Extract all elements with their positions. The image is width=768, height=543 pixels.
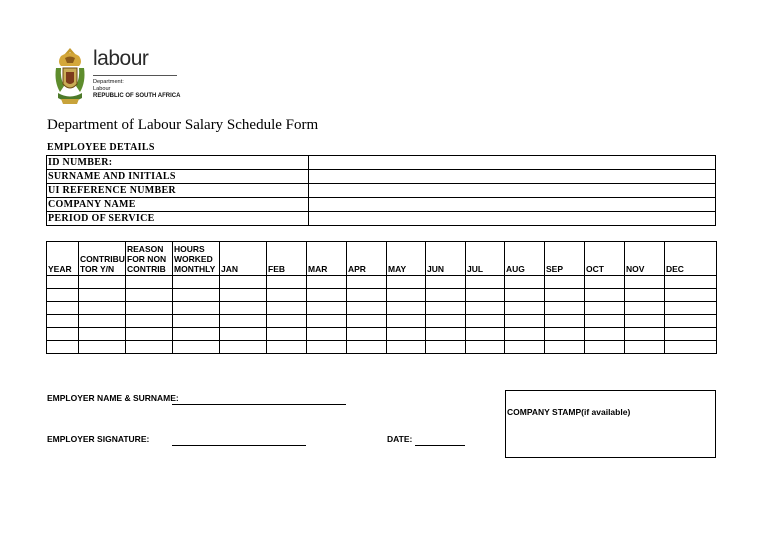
table-row <box>47 156 716 170</box>
schedule-cell[interactable] <box>387 276 426 289</box>
col-header-apr: APR <box>347 242 387 276</box>
period-of-service-label: PERIOD OF SERVICE <box>47 212 309 226</box>
col-header-oct: OCT <box>585 242 625 276</box>
schedule-cell[interactable] <box>173 289 220 302</box>
schedule-cell[interactable] <box>426 341 466 354</box>
schedule-cell[interactable] <box>47 315 79 328</box>
schedule-cell[interactable] <box>267 315 307 328</box>
schedule-cell[interactable] <box>505 289 545 302</box>
table-row <box>47 170 716 184</box>
col-header-jun: JUN <box>426 242 466 276</box>
schedule-cell[interactable] <box>665 276 717 289</box>
schedule-cell[interactable] <box>79 315 126 328</box>
col-header-feb: FEB <box>267 242 307 276</box>
col-header-contributor: CONTRIBU TOR Y/N <box>79 242 126 276</box>
employer-name-line[interactable] <box>172 404 346 405</box>
schedule-cell[interactable] <box>47 276 79 289</box>
schedule-cell[interactable] <box>307 315 347 328</box>
surname-initials-label: SURNAME AND INITIALS <box>47 170 309 184</box>
col-header-may: MAY <box>387 242 426 276</box>
schedule-cell[interactable] <box>466 302 505 315</box>
salary-schedule-table <box>46 241 717 354</box>
schedule-cell[interactable] <box>426 315 466 328</box>
col-header-mar: MAR <box>307 242 347 276</box>
schedule-cell[interactable] <box>466 289 505 302</box>
schedule-cell[interactable] <box>79 302 126 315</box>
schedule-cell[interactable] <box>545 302 585 315</box>
schedule-cell[interactable] <box>307 276 347 289</box>
schedule-cell[interactable] <box>79 276 126 289</box>
company-name-label: COMPANY NAME <box>47 198 309 212</box>
schedule-cell[interactable] <box>173 302 220 315</box>
schedule-cell[interactable] <box>387 315 426 328</box>
schedule-cell[interactable] <box>505 276 545 289</box>
schedule-cell[interactable] <box>79 328 126 341</box>
schedule-cell[interactable] <box>126 328 173 341</box>
schedule-cell[interactable] <box>585 328 625 341</box>
schedule-body <box>47 276 717 354</box>
schedule-cell[interactable] <box>307 341 347 354</box>
schedule-cell[interactable] <box>545 341 585 354</box>
col-header-hours: HOURS WORKED MONTHLY <box>173 242 220 276</box>
schedule-cell[interactable] <box>665 328 717 341</box>
date-label: DATE: <box>387 434 413 444</box>
schedule-cell[interactable] <box>79 341 126 354</box>
table-row <box>47 328 717 341</box>
form-title: Department of Labour Salary Schedule Form <box>47 117 319 133</box>
schedule-cell[interactable] <box>220 276 267 289</box>
schedule-cell[interactable] <box>347 276 387 289</box>
logo-country-text: REPUBLIC OF SOUTH AFRICA <box>93 93 181 99</box>
schedule-cell[interactable] <box>426 289 466 302</box>
logo-labour-text: Labour <box>93 86 111 92</box>
schedule-cell[interactable] <box>47 289 79 302</box>
surname-initials-field[interactable] <box>309 170 716 184</box>
schedule-cell[interactable] <box>126 315 173 328</box>
period-of-service-field[interactable] <box>309 212 716 226</box>
employer-name-label: EMPLOYER NAME & SURNAME: <box>47 393 179 403</box>
schedule-cell[interactable] <box>126 302 173 315</box>
schedule-cell[interactable] <box>545 289 585 302</box>
schedule-cell[interactable] <box>545 315 585 328</box>
schedule-cell[interactable] <box>126 341 173 354</box>
table-row <box>47 302 717 315</box>
schedule-cell[interactable] <box>387 328 426 341</box>
schedule-cell[interactable] <box>307 328 347 341</box>
table-row <box>47 198 716 212</box>
schedule-cell[interactable] <box>426 302 466 315</box>
schedule-cell[interactable] <box>47 328 79 341</box>
employer-signature-line[interactable] <box>172 445 306 446</box>
schedule-cell[interactable] <box>625 328 665 341</box>
schedule-cell[interactable] <box>267 289 307 302</box>
col-header-sep: SEP <box>545 242 585 276</box>
company-stamp-label: COMPANY STAMP(if available) <box>507 407 631 417</box>
schedule-cell[interactable] <box>220 289 267 302</box>
schedule-cell[interactable] <box>585 315 625 328</box>
schedule-cell[interactable] <box>347 289 387 302</box>
schedule-cell[interactable] <box>347 315 387 328</box>
schedule-cell[interactable] <box>307 289 347 302</box>
schedule-cell[interactable] <box>505 341 545 354</box>
table-row <box>47 315 717 328</box>
table-row <box>47 276 717 289</box>
date-line[interactable] <box>415 445 465 446</box>
schedule-cell[interactable] <box>466 315 505 328</box>
col-header-dec: DEC <box>665 242 717 276</box>
schedule-cell[interactable] <box>426 328 466 341</box>
schedule-cell[interactable] <box>220 302 267 315</box>
schedule-cell[interactable] <box>220 315 267 328</box>
schedule-cell[interactable] <box>267 341 307 354</box>
table-row <box>47 341 717 354</box>
ui-reference-field[interactable] <box>309 184 716 198</box>
schedule-cell[interactable] <box>466 328 505 341</box>
schedule-cell[interactable] <box>625 276 665 289</box>
schedule-cell[interactable] <box>665 315 717 328</box>
employee-details-heading: EMPLOYEE DETAILS <box>47 142 155 153</box>
schedule-cell[interactable] <box>267 302 307 315</box>
schedule-header-row <box>47 242 717 276</box>
schedule-cell[interactable] <box>347 302 387 315</box>
schedule-cell[interactable] <box>625 302 665 315</box>
schedule-cell[interactable] <box>625 315 665 328</box>
company-name-field[interactable] <box>309 198 716 212</box>
schedule-cell[interactable] <box>387 302 426 315</box>
schedule-cell[interactable] <box>545 328 585 341</box>
schedule-cell[interactable] <box>173 315 220 328</box>
company-stamp-box <box>505 390 716 458</box>
schedule-cell[interactable] <box>387 289 426 302</box>
schedule-cell[interactable] <box>466 276 505 289</box>
schedule-cell[interactable] <box>347 328 387 341</box>
schedule-cell[interactable] <box>505 302 545 315</box>
schedule-cell[interactable] <box>585 302 625 315</box>
table-row <box>47 212 716 226</box>
schedule-cell[interactable] <box>347 341 387 354</box>
schedule-cell[interactable] <box>665 302 717 315</box>
col-header-year: YEAR <box>47 242 79 276</box>
schedule-cell[interactable] <box>426 276 466 289</box>
col-header-aug: AUG <box>505 242 545 276</box>
schedule-cell[interactable] <box>173 341 220 354</box>
id-number-label: ID NUMBER: <box>47 156 309 170</box>
ui-reference-label: UI REFERENCE NUMBER <box>47 184 309 198</box>
schedule-cell[interactable] <box>585 289 625 302</box>
schedule-cell[interactable] <box>625 289 665 302</box>
logo-divider <box>93 75 177 76</box>
schedule-cell[interactable] <box>466 341 505 354</box>
id-number-field[interactable] <box>309 156 716 170</box>
schedule-cell[interactable] <box>505 328 545 341</box>
schedule-cell[interactable] <box>47 341 79 354</box>
schedule-cell[interactable] <box>267 276 307 289</box>
table-row <box>47 184 716 198</box>
table-row <box>47 289 717 302</box>
employer-signature-label: EMPLOYER SIGNATURE: <box>47 434 150 444</box>
col-header-nov: NOV <box>625 242 665 276</box>
schedule-cell[interactable] <box>126 276 173 289</box>
schedule-cell[interactable] <box>505 315 545 328</box>
schedule-cell[interactable] <box>665 289 717 302</box>
schedule-cell[interactable] <box>307 302 347 315</box>
department-logo <box>52 46 182 108</box>
schedule-cell[interactable] <box>126 289 173 302</box>
col-header-reason: REASON FOR NON CONTRIB <box>126 242 173 276</box>
schedule-cell[interactable] <box>220 341 267 354</box>
coat-of-arms-icon <box>52 46 88 108</box>
schedule-cell[interactable] <box>47 302 79 315</box>
schedule-cell[interactable] <box>79 289 126 302</box>
schedule-cell[interactable] <box>545 276 585 289</box>
col-header-jul: JUL <box>466 242 505 276</box>
schedule-cell[interactable] <box>173 276 220 289</box>
schedule-cell[interactable] <box>585 276 625 289</box>
schedule-cell[interactable] <box>220 328 267 341</box>
schedule-cell[interactable] <box>267 328 307 341</box>
schedule-cell[interactable] <box>665 341 717 354</box>
schedule-cell[interactable] <box>387 341 426 354</box>
logo-department-text: Department: <box>93 79 124 85</box>
employee-details-table <box>46 155 716 226</box>
col-header-jan: JAN <box>220 242 267 276</box>
schedule-cell[interactable] <box>173 328 220 341</box>
schedule-cell[interactable] <box>585 341 625 354</box>
schedule-cell[interactable] <box>625 341 665 354</box>
logo-wordmark: labour <box>93 47 149 70</box>
